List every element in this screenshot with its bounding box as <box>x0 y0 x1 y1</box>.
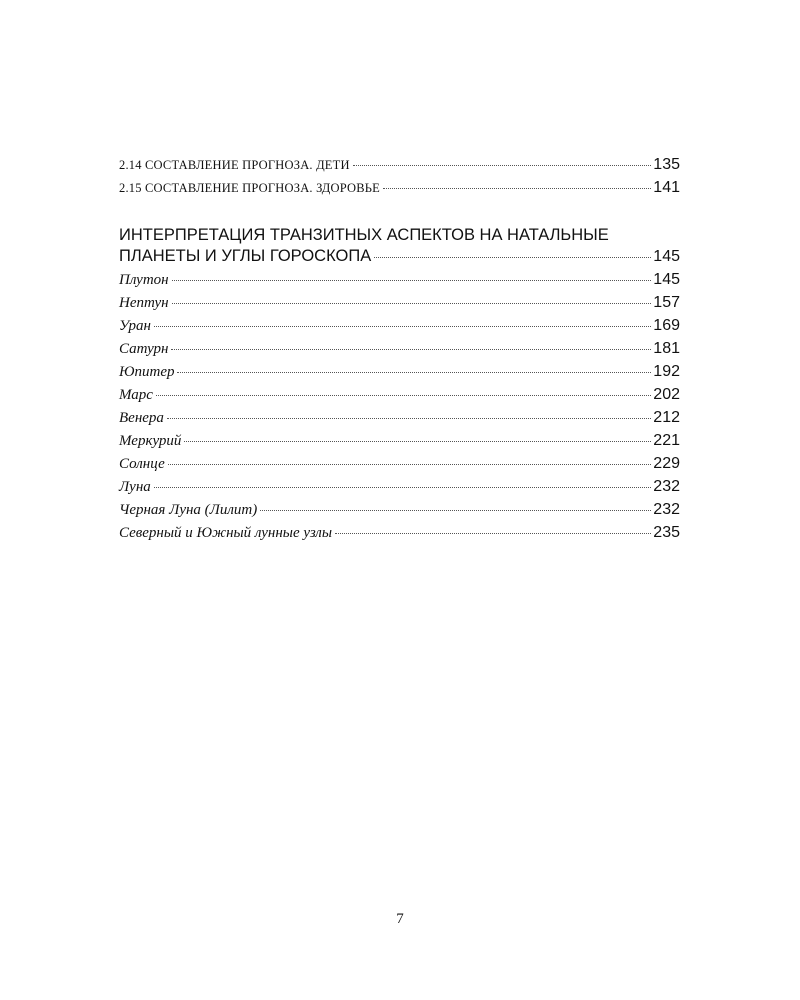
dot-leader <box>167 418 651 419</box>
toc-section-number: 2.15 <box>119 181 142 195</box>
spacer <box>119 202 680 223</box>
dot-leader <box>172 303 652 304</box>
toc-section-title <box>119 158 350 173</box>
toc-page-number: 232 <box>653 501 680 518</box>
toc-item-row <box>119 501 680 524</box>
toc-item-title: Нептун <box>119 295 169 311</box>
toc-page-number: 145 <box>653 248 680 265</box>
toc-section-title <box>119 181 380 196</box>
dot-leader <box>184 441 651 442</box>
dot-leader <box>383 188 651 189</box>
toc-item-title: Юпитер <box>119 364 175 380</box>
toc-page-number: 212 <box>653 409 680 426</box>
page-number: 7 <box>396 911 404 927</box>
toc-item-row <box>119 432 680 455</box>
dot-leader <box>156 395 651 396</box>
toc-page-number: 232 <box>653 478 680 495</box>
dot-leader <box>335 533 651 534</box>
toc-page-number: 145 <box>653 271 680 288</box>
toc-item-row <box>119 363 680 386</box>
toc-item-row <box>119 409 680 432</box>
toc-chapter-row <box>119 247 680 271</box>
toc-item-title: Северный и Южный лунные узлы <box>119 525 333 541</box>
dot-leader <box>172 280 652 281</box>
toc-item-row <box>119 386 680 409</box>
toc-page-number: 192 <box>653 363 680 380</box>
toc-item-title: Луна <box>119 479 151 495</box>
toc-page-number: 202 <box>653 386 680 403</box>
toc-item-row <box>119 294 680 317</box>
toc-page-number: 235 <box>653 524 680 541</box>
toc-section-number: 2.14 <box>119 158 142 172</box>
toc-item-row <box>119 317 680 340</box>
toc-items-list <box>119 271 680 547</box>
toc-section-text: СОСТАВЛЕНИЕ ПРОГНОЗА. ДЕТИ <box>145 158 350 172</box>
toc-item-row <box>119 340 680 363</box>
toc-item-title: Плутон <box>119 272 169 288</box>
dot-leader <box>353 165 652 166</box>
toc-item-title: Уран <box>119 318 151 334</box>
toc-page-number: 169 <box>653 317 680 334</box>
toc-section-text: СОСТАВЛЕНИЕ ПРОГНОЗА. ЗДОРОВЬЕ <box>145 181 381 195</box>
toc-chapter-title-line2: ПЛАНЕТЫ И УГЛЫ ГОРОСКОПА <box>119 247 372 265</box>
toc-page-number: 221 <box>653 432 680 449</box>
toc-page-number: 135 <box>653 156 680 173</box>
dot-leader <box>171 349 651 350</box>
toc-item-title: Солнце <box>119 456 165 472</box>
toc-item-row <box>119 478 680 501</box>
dot-leader <box>154 326 651 327</box>
toc-item-title: Марс <box>119 387 153 403</box>
toc-item-title: Меркурий <box>119 433 182 449</box>
toc-item-row <box>119 271 680 294</box>
toc-section-row <box>119 179 680 202</box>
toc-page-number: 157 <box>653 294 680 311</box>
toc-item-row <box>119 455 680 478</box>
dot-leader <box>177 372 651 373</box>
toc-item-title: Сатурн <box>119 341 169 357</box>
toc-page-number: 181 <box>653 340 680 357</box>
toc-item-row <box>119 524 680 547</box>
dot-leader <box>260 510 651 511</box>
toc-page-number: 229 <box>653 455 680 472</box>
dot-leader <box>154 487 652 488</box>
toc-item-title: Венера <box>119 410 164 426</box>
dot-leader <box>374 257 651 258</box>
table-of-contents <box>119 156 680 547</box>
dot-leader <box>168 464 652 465</box>
toc-section-row <box>119 156 680 179</box>
toc-chapter-title-line1: ИНТЕРПРЕТАЦИЯ ТРАНЗИТНЫХ АСПЕКТОВ НА НАТАЛЬНЫЕ <box>119 226 609 244</box>
toc-item-title: Черная Луна (Лилит) <box>119 502 258 518</box>
toc-page-number: 141 <box>653 179 680 196</box>
